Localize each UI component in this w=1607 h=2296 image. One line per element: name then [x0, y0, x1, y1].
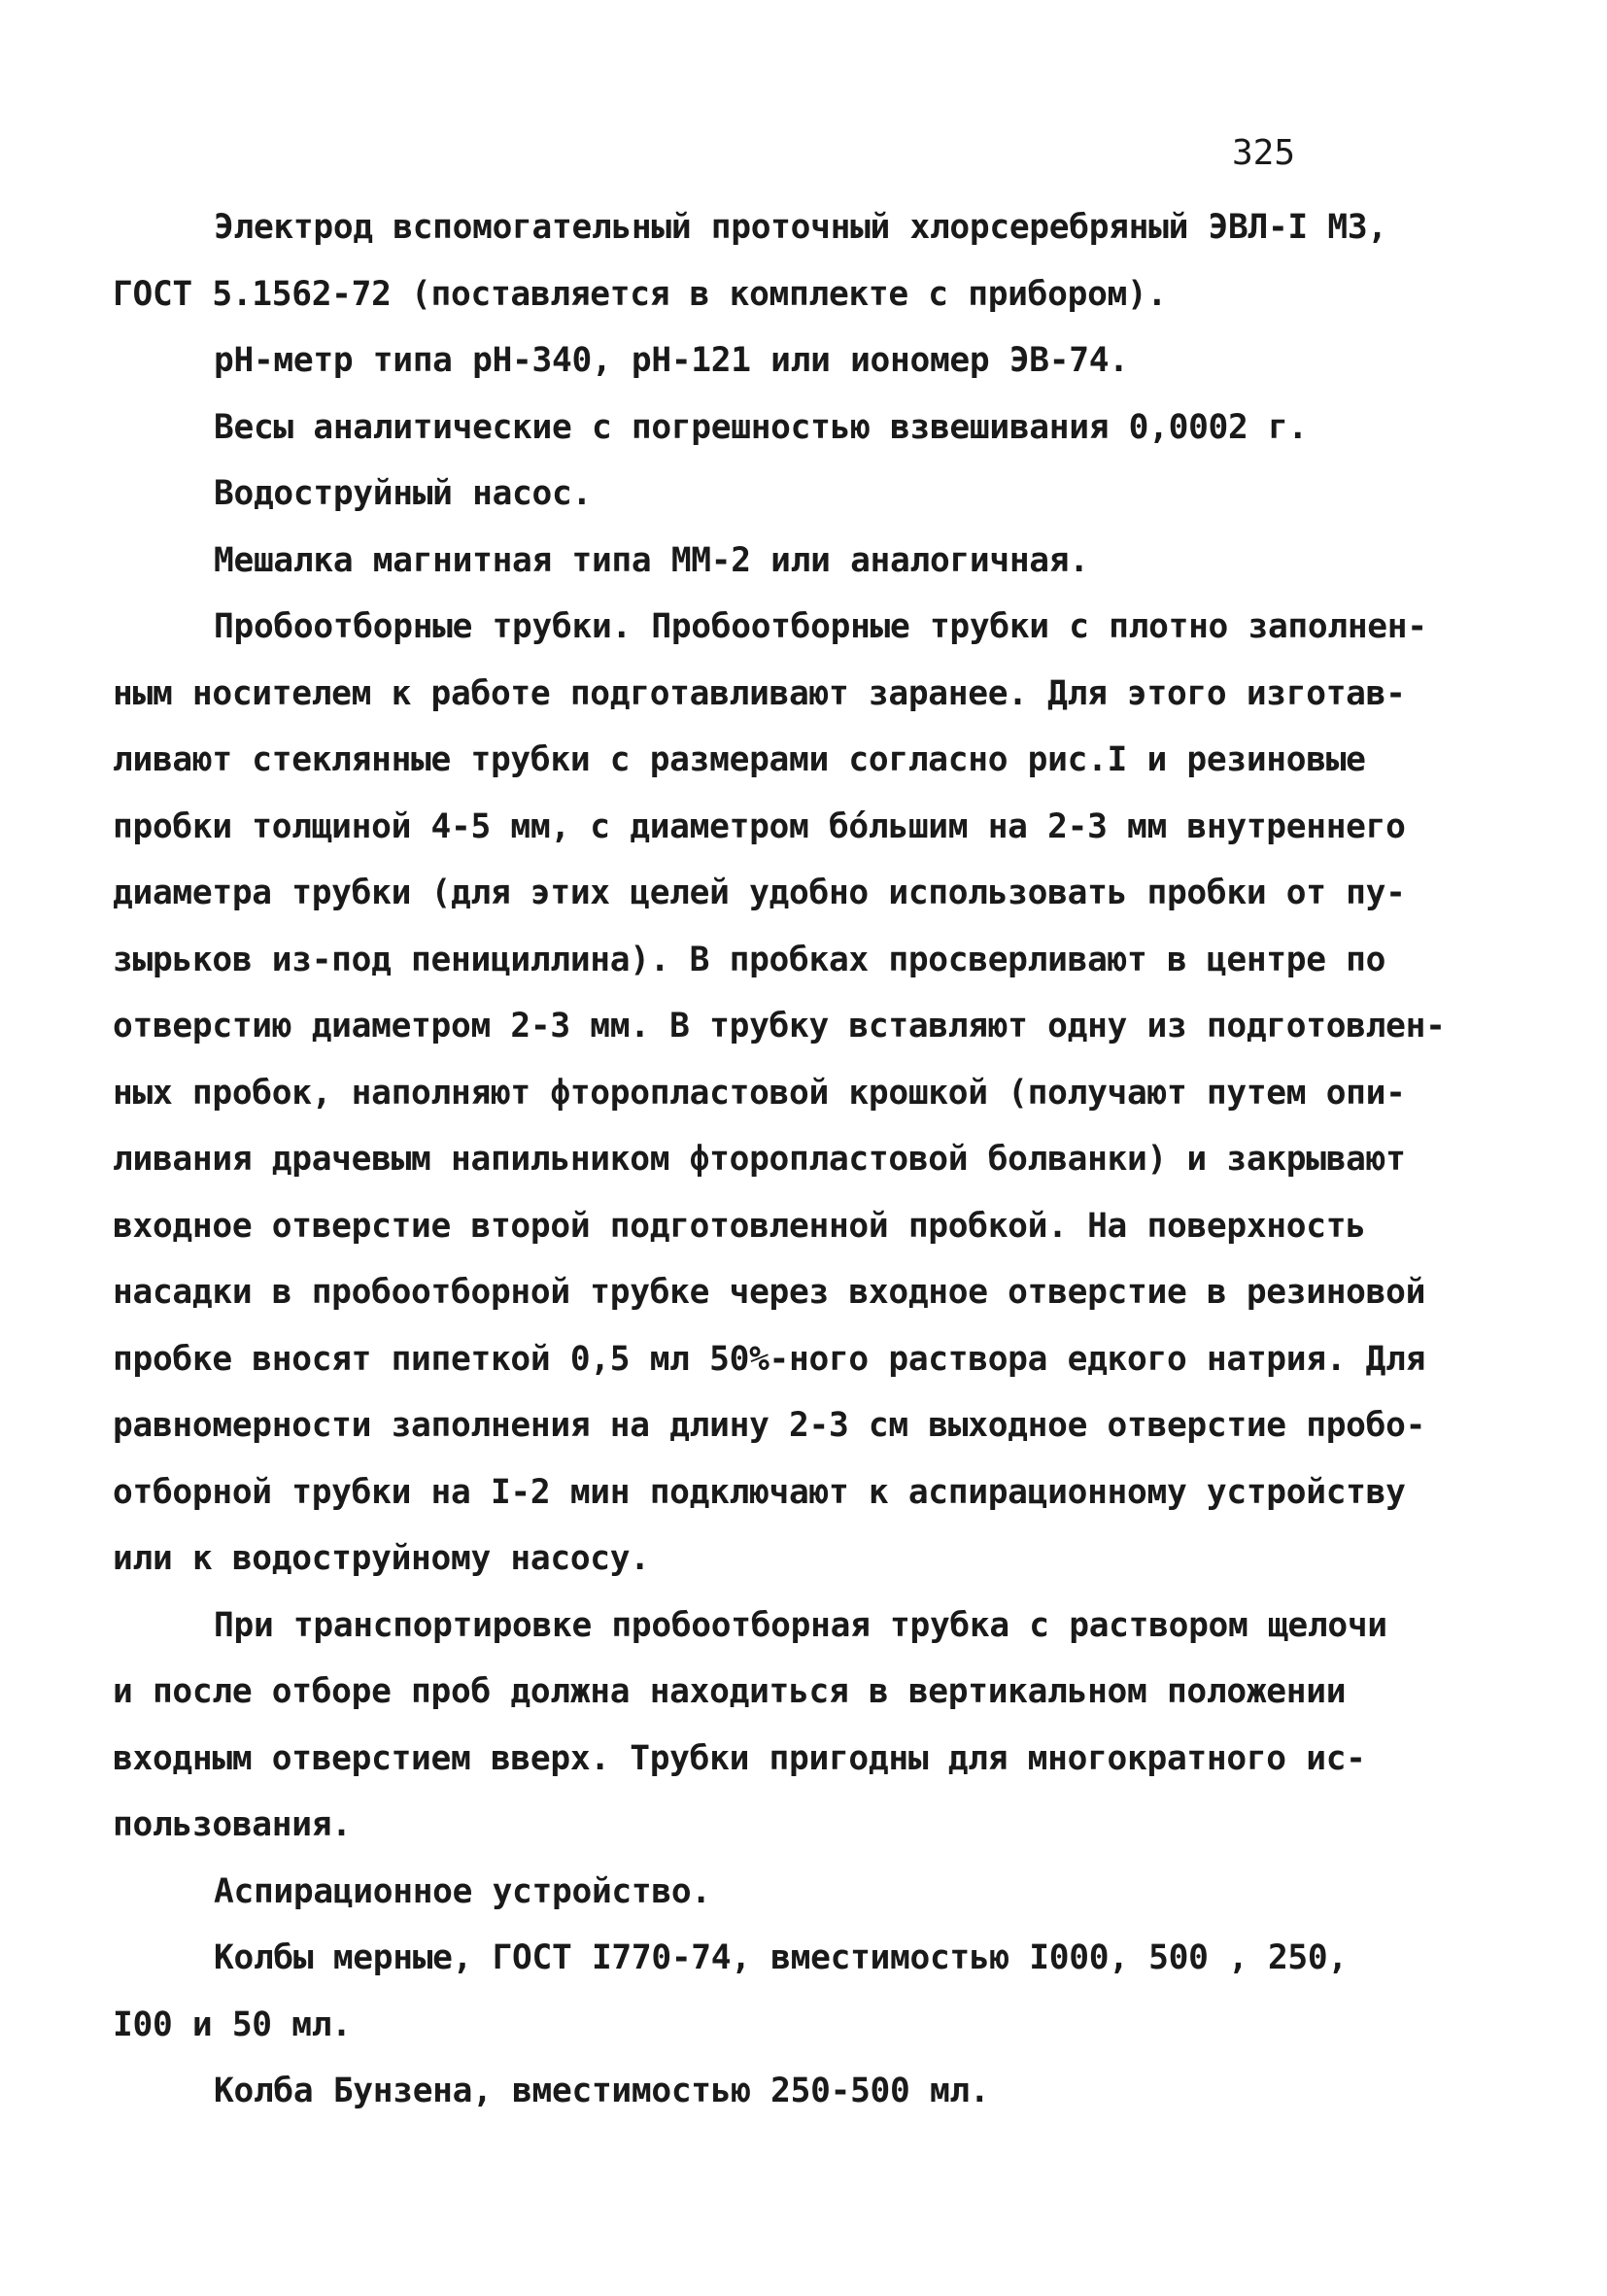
text-line: диаметра трубки (для этих целей удобно использовать пробки от пу- [113, 874, 1406, 912]
text-line: входное отверстие второй подготовленной пробкой. На поверхность [113, 1206, 1366, 1246]
text-line: отборной трубки на I-2 мин подключают к аспирационному устройству [113, 1472, 1406, 1512]
text-line: Электрод вспомогательный проточный хлорсеребряный ЭВЛ-I МЗ, [214, 208, 1387, 247]
text-line: насадки в пробоотборной трубке через входное отверстие в резиновой [113, 1273, 1426, 1312]
text-line: отверстию диаметром 2-3 мм. В трубку вставляют одну из подготовлен- [113, 1007, 1446, 1045]
text-line: Водоструйный насос. [214, 474, 592, 513]
text-line: или к водоструйному насосу. [113, 1539, 650, 1578]
text-line: Пробоотборные трубки. Пробоотборные трубки с плотно заполнен- [214, 607, 1427, 646]
text-line: зырьков из-под пенициллина). В пробках просверливают в центре по [113, 940, 1386, 979]
text-line: и после отборе проб должна находиться в вертикальном положении [113, 1672, 1347, 1711]
text-line: ным носителем к работе подготавливают заранее. Для этого изготав- [113, 673, 1406, 713]
text-line: Колба Бунзена, вместимостью 250-500 мл. [214, 2072, 990, 2110]
text-line: Мешалка магнитная типа ММ-2 или аналогичная. [214, 540, 1089, 580]
text-line: пробке вносят пипеткой 0,5 мл 50%-ного раствора едкого натрия. Для [113, 1339, 1426, 1379]
text-line: пробки толщиной 4-5 мм, с диаметром бо́льшим на 2-3 мм внутреннего [113, 806, 1406, 846]
text-line: При транспортировке пробоотборная трубка с раствором щелочи [214, 1605, 1387, 1645]
text-line: Весы аналитические с погрешностью взвешивания 0,0002 г. [214, 407, 1308, 447]
text-line: Аспирационное устройство. [214, 1871, 711, 1911]
text-line: ных пробок, наполняют фторопластовой крошкой (получают путем опи- [113, 1073, 1406, 1113]
text-line: I00 и 50 мл. [113, 2005, 352, 2044]
text-line: входным отверстием вверх. Трубки пригодны для многократного ис- [113, 1738, 1366, 1778]
text-line: ГОСТ 5.1562-72 (поставляется в комплекте с прибором). [113, 274, 1167, 314]
text-line: Колбы мерные, ГОСТ I770-74, вместимостью I000, 500 , 250, [214, 1938, 1348, 1977]
page-number: 325 [1232, 133, 1296, 173]
text-line: ливания драчевым напильником фторопластовой болванки) и закрывают [113, 1140, 1406, 1179]
document-body [113, 194, 1492, 2125]
text-line: pH-метр типа pH-340, pH-121 или иономер ЭВ-74. [214, 341, 1129, 380]
text-line: ливают стеклянные трубки с размерами согласно рис.I и резиновые [113, 740, 1366, 779]
text-line: пользования. [113, 1805, 352, 1844]
text-line: равномерности заполнения на длину 2-3 см выходное отверстие пробо- [113, 1406, 1426, 1445]
